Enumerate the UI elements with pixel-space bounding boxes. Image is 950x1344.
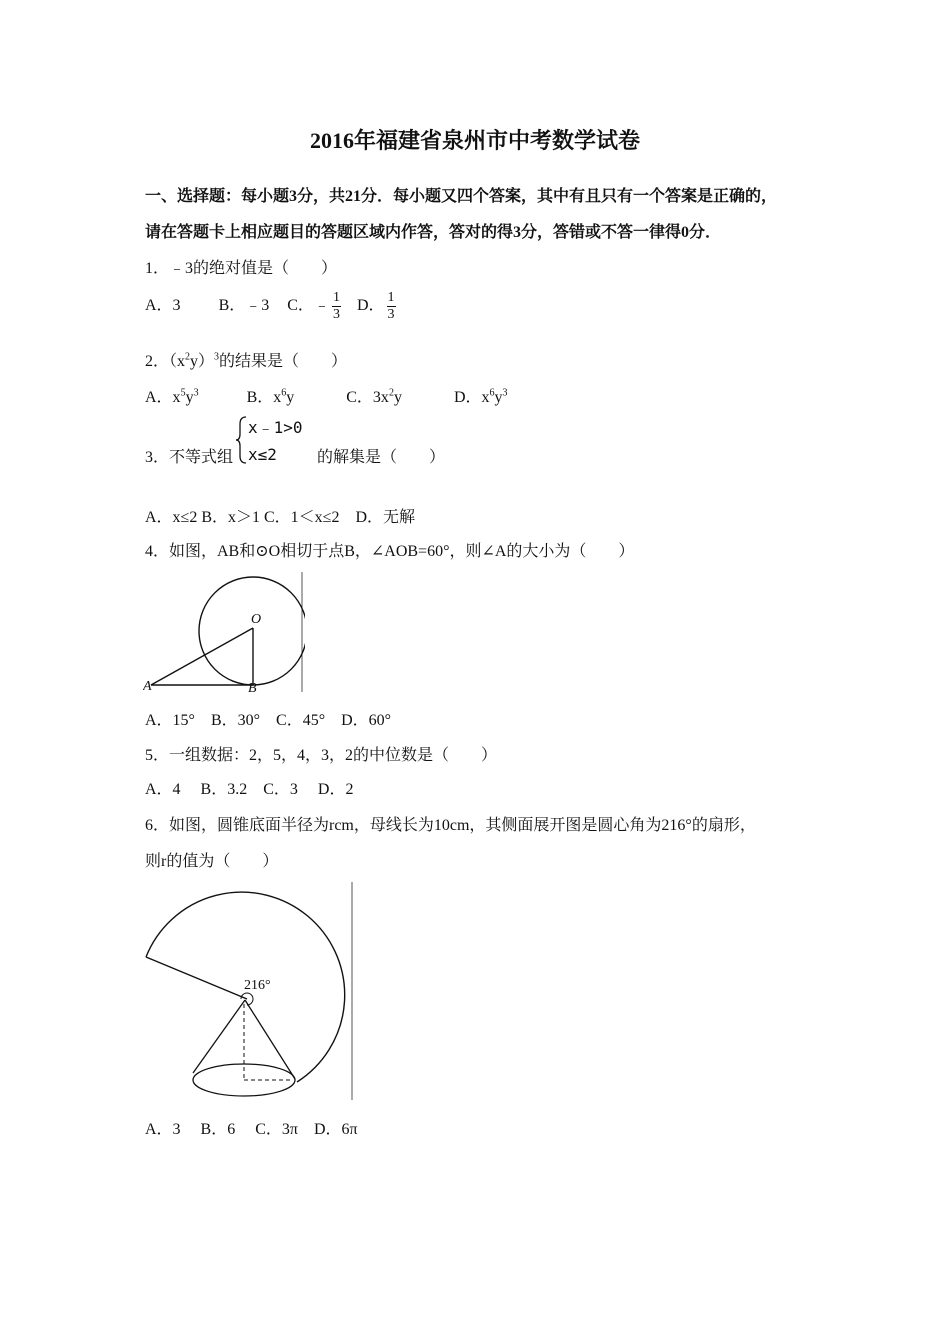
q6-stem-line2: 则r的值为（ ） [145, 853, 279, 870]
cone-left-side [193, 1000, 245, 1073]
q2-option-c: C．$3x^2y$ [346, 387, 402, 406]
section-instructions-line1: 一、选择题：每小题3分，共21分．每小题又四个答案，其中有且只有一个答案是正确的， [145, 188, 778, 205]
q3-inequality-system [236, 414, 316, 466]
sector-radius [146, 957, 247, 999]
q1-option-c-fraction: $\frac{1}{3}$ [332, 290, 340, 322]
q5-options: A．4 B．3.2 C．3 D．2 [145, 781, 354, 798]
q1-option-d-fraction: $\frac{1}{3}$ [387, 290, 395, 322]
page-title: 2016年福建省泉州市中考数学试卷 [309, 128, 640, 153]
q6-figure [141, 880, 355, 1102]
cone-right-side [245, 1000, 295, 1079]
q4-stem: 4．如图，AB和⊙O相切于点B，∠AOB=60°，则∠A的大小为（ ） [145, 543, 635, 560]
q3-stem-prefix: 3．不等式组 [145, 449, 234, 466]
q2-option-d: D．$x^6y^3$ [453, 387, 508, 406]
q3-stem-suffix: 的解集是（ ） [317, 449, 446, 466]
q3-options: A．x≤2 B．x＞1 C．1＜x≤2 D．无解 [145, 509, 416, 526]
q2-option-b: B．$x^6y$ [246, 387, 295, 406]
q1-option-c-prefix: C．﹣ [287, 297, 330, 315]
section-instructions-line2: 请在答题卡上相应题目的答题区域内作答，答对的得3分，答错或不答一律得0分． [145, 224, 722, 241]
q1-option-a: A．3 [145, 297, 181, 315]
q3-inequality-2: x≤2 [248, 445, 277, 464]
q6-stem-line1: 6．如图，圆锥底面半径为rcm，母线长为10cm，其侧面展开图是圆心角为216°的扇形， [145, 817, 756, 834]
q5-stem: 5．一组数据：2，5，4，3，2的中位数是（ ） [145, 747, 498, 764]
q2-option-a: A．$x^5y^3$ [145, 387, 199, 406]
q3-inequality-1: x﹣1>0 [248, 418, 303, 437]
q1-option-d-prefix: D． [356, 297, 385, 315]
label-o: O [251, 612, 262, 627]
q2-options [145, 384, 508, 407]
q6-options: A．3 B．6 C．3π D．6π [145, 1121, 358, 1138]
label-a: A [143, 679, 152, 694]
q4-figure [143, 570, 305, 694]
q2-stem: 2．$(x^2y)^3$的结果是（ ） [145, 351, 348, 370]
brace-icon [236, 417, 246, 463]
q4-options: A．15° B．30° C．45° D．60° [145, 712, 392, 729]
label-b: B [248, 681, 257, 694]
q1-option-b: B．﹣3 [218, 297, 270, 315]
angle-label: 216° [244, 978, 271, 993]
q1-stem: 1．﹣3的绝对值是（ ） [145, 260, 338, 277]
q1-options [145, 290, 398, 323]
segment-ao [151, 628, 253, 685]
circle-o [199, 577, 305, 685]
